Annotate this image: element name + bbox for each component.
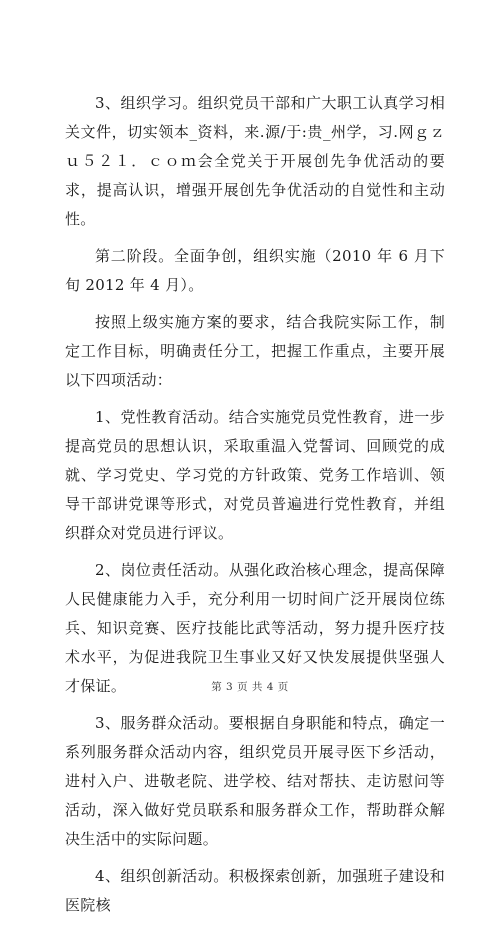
paragraph-stage-two: 第二阶段。全面争创，组织实施（2010 年 6 月下旬 2012 年 4 月）。 — [65, 247, 445, 294]
page-number-footer: 第 3 页 共 4 页 — [211, 681, 289, 693]
paragraph-party-education: 1、党性教育活动。结合实施党员党性教育，进一步提高党员的思想认识，采取重温入党誓词、回顾党的成就、学习党史、学习党的方针政策、党务工作培训、领导干部讲党课等形式，对党员普遍进行党性教育，并组织群众对党员进行评议。 — [65, 408, 445, 542]
paragraph-study: 3、组织学习。组织党员干部和广大职工认真学习相关文件，切实领本_资料，来.源/于:贵_州学，习.网ｇｚｕ５２１．ｃｏｍ会全党关于开展创先争优活动的要求，提高认识，增强开展创先争优活动的自觉性和主动性。 — [65, 94, 445, 228]
paragraph-plan: 按照上级实施方案的要求，结合我院实际工作，制定工作目标，明确责任分工，把握工作重点，主要开展以下四项活动： — [65, 313, 445, 389]
document-body — [65, 89, 445, 928]
paragraph-post-responsibility: 2、岗位责任活动。从强化政治核心理念，提高保障人民健康能力入手，充分利用一切时间广泛开展岗位练兵、知识竞赛、医疗技能比武等活动，努力提升医疗技术水平，为促进我院卫生事业又好又快发展提供坚强人才保证。 — [65, 561, 445, 695]
paragraph-innovation: 4、组织创新活动。积极探索创新，加强班子建设和医院核 — [65, 867, 445, 914]
paragraph-serve-masses: 3、服务群众活动。要根据自身职能和特点，确定一系列服务群众活动内容，组织党员开展寻医下乡活动，进村入户、进敬老院、进学校、结对帮扶、走访慰问等活动，深入做好党员联系和服务群众工作，帮助群众解决生活中的实际问题。 — [65, 714, 445, 848]
